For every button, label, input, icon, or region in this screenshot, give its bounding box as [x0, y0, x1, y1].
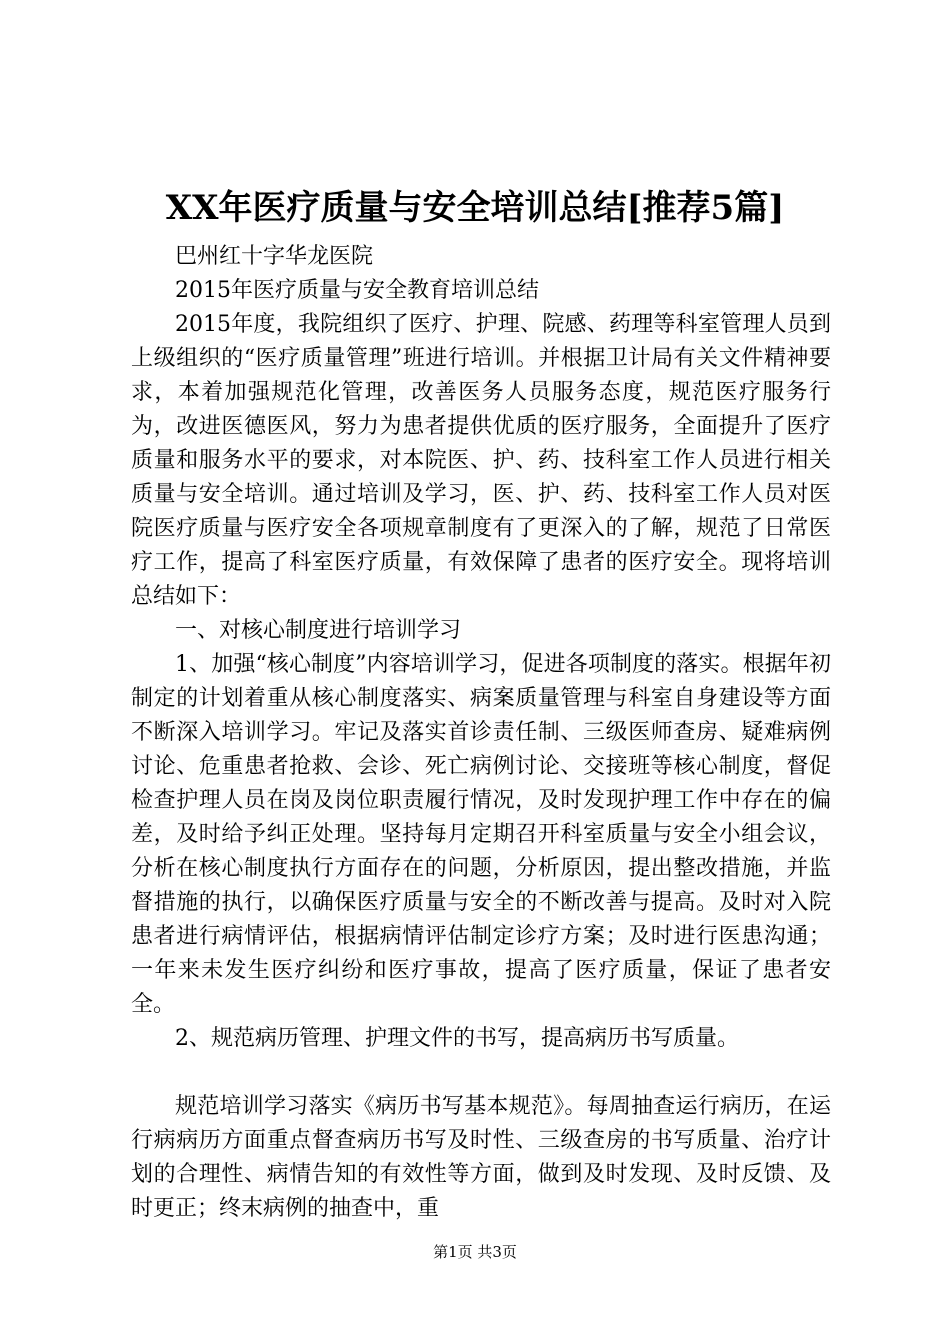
section-heading-core-system: 一、对核心制度进行培训学习	[175, 618, 462, 643]
paragraph-core-system: 1、加强“核心制度”内容培训学习，促进各项制度的落实。根据年初制定的计划着重从核心制度落实、病案质量管理与科室自身建设等方面不断深入培训学习。牢记及落实首诊责任制、三级医师查房、疑难病例讨论、危重患者抢救、会诊、死亡病例讨论、交接班等核心制度，督促检查护理人员在岗及岗位职责履行情况，及时发现护理工作中存在的偏差，及时给予纠正处理。坚持每月定期召开科室质量与安全小组会议，分析在核心制度执行方面存在的问题，分析原因，提出整改措施，并监督措施的执行，以确保医疗质量与安全的不断改善与提高。及时对入院患者进行病情评估，根据病情评估制定诊疗方案；及时进行医患沟通；一年来未发生医疗纠纷和医疗事故，提高了医疗质量，保证了患者安全。	[131, 652, 831, 1017]
page-title: XX年医疗质量与安全培训总结[推荐5篇]	[165, 188, 785, 228]
page-indicator: 第1页 共3页	[433, 1243, 517, 1261]
hospital-name: 巴州红十字华龙医院	[175, 244, 374, 269]
paragraph-medical-records: 规范培训学习落实《病历书写基本规范》。每周抽查运行病历，在运行病病历方面重点督查病历书写及时性、三级查房的书写质量、治疗计划的合理性、病情告知的有效性等方面，做到及时发现、及时反馈、及时更正；终末病例的抽查中，重	[131, 1094, 831, 1221]
section-heading-medical-records: 2、规范病历管理、护理文件的书写，提高病历书写质量。	[175, 1026, 739, 1051]
document-body	[131, 240, 831, 1226]
paragraph-intro: 2015年度，我院组织了医疗、护理、院感、药理等科室管理人员到上级组织的“医疗质量管理”班进行培训。并根据卫计局有关文件精神要求，本着加强规范化管理，改善医务人员服务态度，规范医疗服务行为，改进医德医风，努力为患者提供优质的医疗服务，全面提升了医疗质量和服务水平的要求，对本院医、护、药、技科室工作人员进行相关质量与安全培训。通过培训及学习，医、护、药、技科室工作人员对医院医疗质量与医疗安全各项规章制度有了更深入的了解，规范了日常医疗工作，提高了科室医疗质量，有效保障了患者的医疗安全。现将培训总结如下：	[131, 312, 831, 609]
report-subtitle: 2015年医疗质量与安全教育培训总结	[175, 278, 539, 303]
